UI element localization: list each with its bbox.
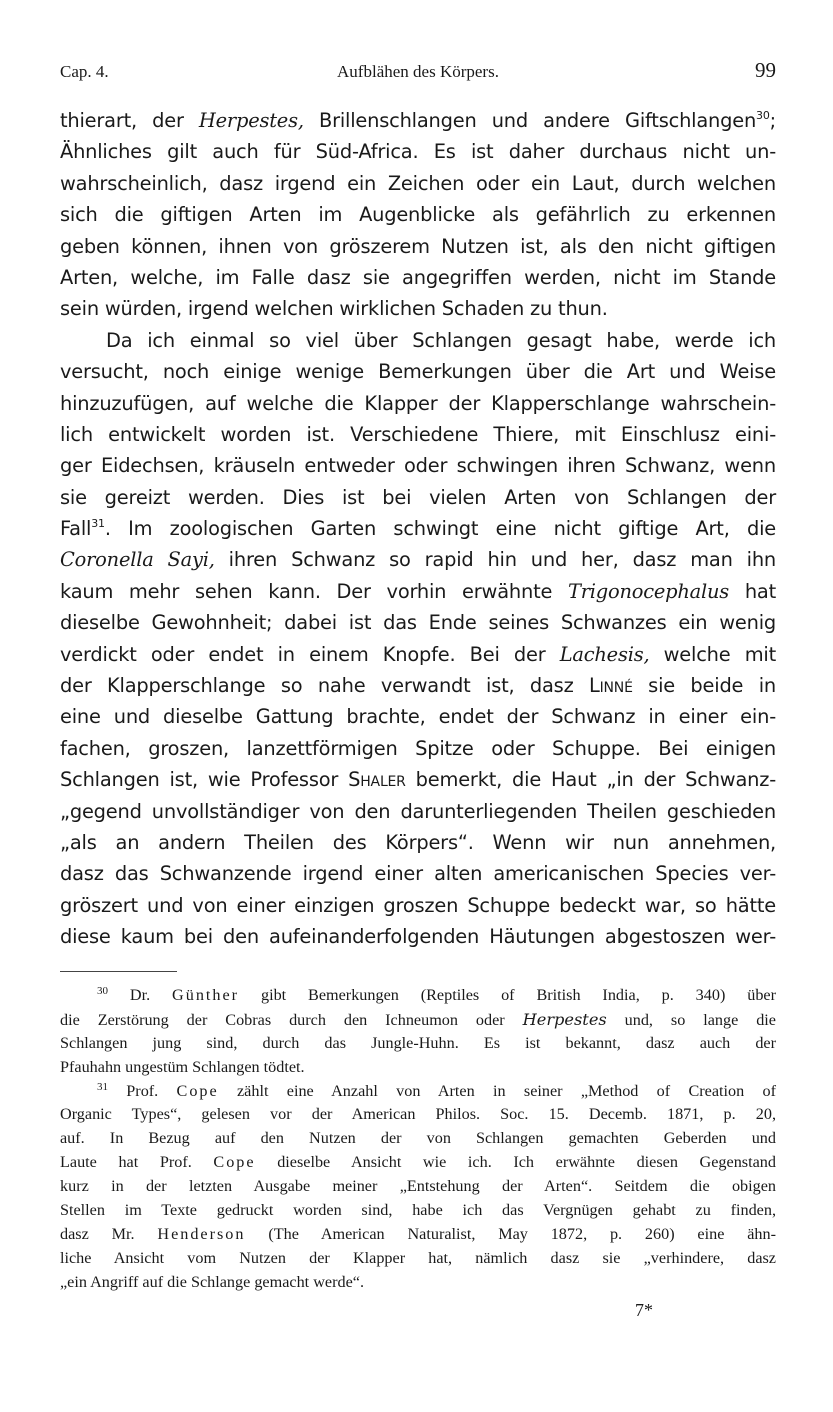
text-segment: Fall [60,517,92,541]
italic-term: Herpestes [522,1009,607,1029]
text-line [60,639,776,670]
footnote-line: Schlangen jung sind, durch das Jungle-Huhn. Es ist bekannt, dasz auch der [60,1033,776,1052]
text-segment: Dr. [108,986,173,1004]
text-line [60,764,776,795]
italic-term: Coronella Sayi, [60,548,215,572]
text-line: dasz das Schwanzende irgend einer alten americanischen Species ver- [60,862,776,886]
text-segment: thierart, der [60,109,199,132]
text-line: „gegend unvollständiger von den darunterliegenden Theilen geschieden [60,799,776,823]
spaced-name: Cope [176,1081,219,1100]
chapter-label: Cap. 4. [60,62,109,81]
footnote-line: kurz in der letzten Ausgabe meiner „Entstehung der Arten“. Seitdem die obigen [60,1177,776,1196]
text-line: Arten, welche, im Falle dasz sie angegriffen werden, nicht im Stande [60,265,776,289]
text-segment: bemerkt, die Haut „in der Schwanz- [405,768,776,792]
footnote-line [60,1151,776,1175]
text-line: versucht, noch einige wenige Bemerkungen über die Art und Weise [60,360,776,384]
text-segment: ihren Schwanz so rapid hin und her, dasz man ihn [214,548,776,572]
footnote-mark-31: 31 [97,1080,108,1093]
text-line: sie gereizt werden. Dies ist bei vielen Arten von Schlangen der [60,485,776,509]
text-segment: Laute hat Prof. [60,1153,214,1172]
text-line [60,670,776,701]
text-line: geben können, ihnen von gröszerem Nutzen ist, als den nicht giftigen [60,234,776,258]
footnote-ref-30: 30 [756,109,770,122]
text-segment: (The American Naturalist, May 1872, p. 260) eine ähn- [245,1224,776,1243]
text-line: lich entwickelt worden ist. Verschiedene Thiere, mit Einschlusz eini- [60,422,776,446]
page-number: 99 [755,58,776,82]
small-caps-name: Shaler [348,768,406,792]
text-line [60,576,776,607]
text-line: Ähnliches gilt auch für Süd-Africa. Es ist daher durchaus nicht un- [60,140,776,164]
footnote-line [60,1223,776,1247]
signature-mark: 7* [635,1300,653,1320]
footnote-31-line [60,1080,776,1104]
text-line: „als an andern Theilen des Körpers“. Wenn wir nun annehmen, [60,830,776,854]
running-head [60,58,776,88]
footnote-mark-30: 30 [97,985,108,997]
footnote-line: Stellen im Texte gedruckt worden sind, habe ich das Vergnügen gehabt zu finden, [60,1201,776,1220]
running-title: Aufblähen des Körpers. [337,62,499,81]
footnote-divider [60,971,177,972]
text-segment: hat [729,579,777,603]
body-text [60,105,776,953]
text-line: diese kaum bei den aufeinanderfolgenden Häutungen abgestoszen wer- [60,925,776,949]
text-segment: dasz Mr. [60,1224,158,1243]
text-line [60,544,776,575]
text-segment: welche mit [649,642,776,666]
text-line: fachen, groszen, lanzettförmigen Spitze oder Schuppe. Bei einigen [60,736,776,760]
spaced-name: Günther [172,986,240,1004]
text-segment: der Klapperschlange so nahe verwandt ist, dasz [60,674,589,698]
italic-term: Herpestes, [198,109,304,132]
text-segment: sie beide in [632,674,776,698]
text-line: sein würden, irgend welchen wirklichen Schaden zu thun. [60,297,608,321]
text-line [60,513,776,544]
text-segment: die Zerstörung der Cobras durch den Ichneumon oder [60,1010,523,1029]
text-line: ger Eidechsen, kräuseln entweder oder schwingen ihren Schwanz, wenn [60,454,776,478]
text-line: sich die giftigen Arten im Augenblicke als gefährlich zu erkennen [60,203,776,227]
footnote-line: Pfauhahn ungestüm Schlangen tödtet. [60,1057,305,1076]
italic-term: Trigonocephalus [567,579,730,603]
text-line [60,105,776,136]
book-page [60,0,776,1412]
text-segment: gibt Bemerkungen (Reptiles of British India, p. 340) über [239,986,776,1004]
footnote-line: auf. In Bezug auf den Nutzen der von Schlangen gemachten Geberden und [60,1129,776,1148]
text-segment: . Im zoologischen Garten schwingt eine nicht giftige Art, die [104,517,776,541]
text-segment: zählt eine Anzahl von Arten in seiner „Method of Creation of [218,1081,776,1100]
text-segment: kaum mehr sehen kann. Der vorhin erwähnte [60,579,568,603]
text-segment: ; [769,109,776,132]
italic-term: Lachesis, [559,642,650,666]
text-line: eine und dieselbe Gattung brachte, endet der Schwanz in einer ein- [60,705,776,729]
text-line: wahrscheinlich, dasz irgend ein Zeichen oder ein Laut, durch welchen [60,171,776,195]
footnote-line: liche Ansicht vom Nutzen der Klapper hat, nämlich dasz sie „verhindere, dasz [60,1248,776,1267]
spaced-name: Henderson [157,1224,246,1243]
small-caps-name: Linné [589,674,633,698]
footnotes [60,984,776,1295]
text-segment: Schlangen ist, wie Professor [60,768,349,792]
text-line: dieselbe Gewohnheit; dabei ist das Ende seines Schwanzes ein wenig [60,611,776,635]
text-line: hinzuzufügen, auf welche die Klapper der Klapperschlange wahrschein- [60,391,776,415]
text-segment: Brillenschlangen und andere Giftschlangen [303,109,757,132]
spaced-name: Cope [213,1153,256,1172]
paragraph-start-line: Da ich einmal so viel über Schlangen gesagt habe, werde ich [106,328,776,352]
footnote-line [60,1008,776,1032]
text-segment: verdickt oder endet in einem Knopfe. Bei der [60,642,560,666]
text-segment: Prof. [108,1081,177,1100]
text-line: gröszert und von einer einzigen groszen Schuppe bedeckt war, so hätte [60,893,776,917]
footnote-ref-31: 31 [91,517,105,531]
text-segment: dieselbe Ansicht wie ich. Ich erwähnte diesen Gegenstand [255,1153,776,1172]
footnote-line: „ein Angriff auf die Schlange gemacht werde“. [60,1272,364,1291]
footnote-30-line [60,984,776,1008]
text-segment: und, so lange die [606,1010,776,1029]
footnote-line: Organic Types“, gelesen vor der American Philos. Soc. 15. Decemb. 1871, p. 20, [60,1105,776,1124]
